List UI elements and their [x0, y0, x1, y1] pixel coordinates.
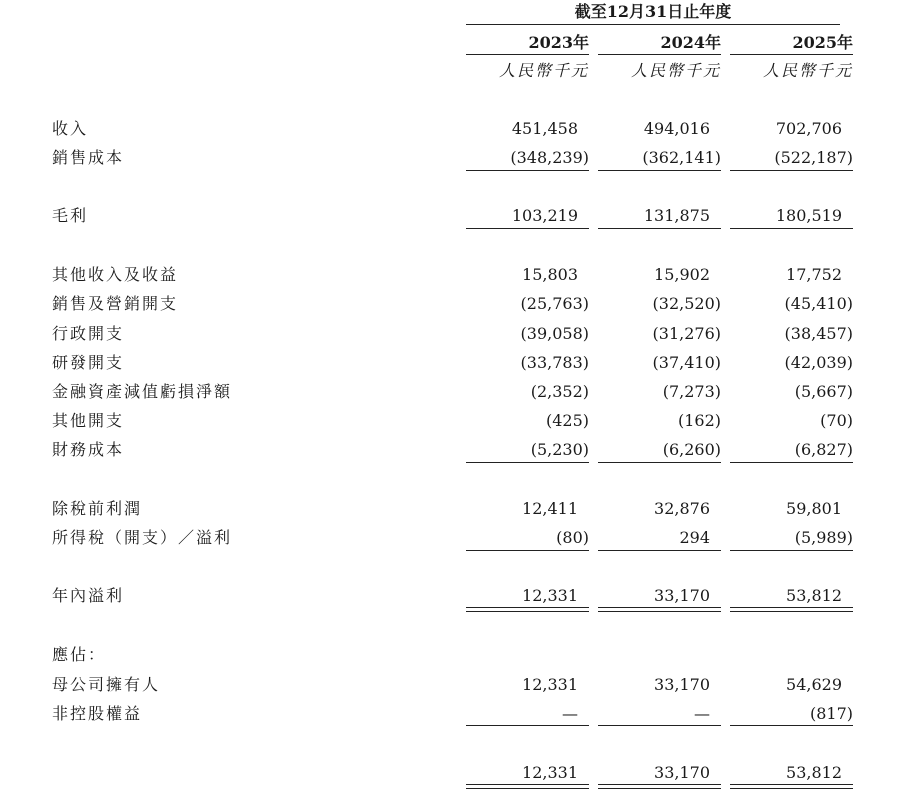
year-rule-2025 [730, 54, 853, 55]
revenue-2025: 702,706 [775, 119, 842, 138]
row-label-gross-profit: 毛利 [52, 206, 89, 225]
selling-marketing-2025: (45,410) [784, 294, 853, 313]
cost-of-sales-2025: (522,187) [774, 148, 853, 167]
total-double-rule [466, 607, 589, 612]
impairment-losses-2024: (7,273) [662, 382, 721, 401]
admin-expenses-2024: (31,276) [652, 324, 721, 343]
row-label-profit-for-year: 年內溢利 [52, 586, 125, 605]
selling-marketing-2023: (25,763) [520, 294, 589, 313]
subtotal-rule [466, 550, 589, 551]
subtotal-rule [730, 170, 853, 171]
profit-before-tax-2024: 32,876 [654, 499, 710, 518]
other-expenses-2025: (70) [820, 411, 853, 430]
profit-for-year-2024: 33,170 [654, 586, 710, 605]
unit-2025: 人民幣千元 [762, 61, 853, 80]
rd-expenses-2024: (37,410) [652, 353, 721, 372]
subtotal-rule [466, 725, 589, 726]
subtotal-rule [598, 170, 721, 171]
other-income-2025: 17,752 [786, 265, 842, 284]
owners-of-parent-2025: 54,629 [786, 675, 842, 694]
row-label-other-expenses: 其他開支 [52, 411, 125, 430]
other-expenses-2023: (425) [545, 411, 589, 430]
subtotal-rule [730, 228, 853, 229]
impairment-losses-2023: (2,352) [530, 382, 589, 401]
other-income-2023: 15,803 [522, 265, 578, 284]
finance-costs-2025: (6,827) [794, 440, 853, 459]
subtotal-rule [730, 462, 853, 463]
profit-before-tax-2023: 12,411 [522, 499, 578, 518]
admin-expenses-2023: (39,058) [520, 324, 589, 343]
subtotal-rule [598, 228, 721, 229]
subtotal-rule [466, 170, 589, 171]
year-2023-header: 2023年 [528, 33, 589, 52]
admin-expenses-2025: (38,457) [784, 324, 853, 343]
profit-for-year-2025: 53,812 [786, 586, 842, 605]
row-label-non-controlling: 非控股權益 [52, 704, 143, 723]
year-rule-2024 [598, 54, 721, 55]
row-label-revenue: 收入 [52, 119, 89, 138]
subtotal-rule [598, 725, 721, 726]
row-label-attributable-to: 應佔： [52, 645, 107, 664]
total-double-rule [598, 784, 721, 789]
subtotal-rule [598, 462, 721, 463]
finance-costs-2024: (6,260) [662, 440, 721, 459]
row-label-finance-costs: 財務成本 [52, 440, 125, 459]
profit-for-year-2023: 12,331 [522, 586, 578, 605]
row-label-impairment-losses: 金融資產減值虧損淨額 [52, 382, 233, 401]
subtotal-rule [466, 462, 589, 463]
rd-expenses-2023: (33,783) [520, 353, 589, 372]
total-double-rule [466, 784, 589, 789]
row-label-income-tax: 所得稅（開支）／溢利 [52, 528, 233, 547]
row-label-profit-before-tax: 除稅前利潤 [52, 499, 143, 518]
row-label-rd-expenses: 研發開支 [52, 353, 125, 372]
other-expenses-2024: (162) [677, 411, 721, 430]
total-double-rule [598, 607, 721, 612]
revenue-2024: 494,016 [643, 119, 710, 138]
total-double-rule [730, 607, 853, 612]
gross-profit-2023: 103,219 [511, 206, 578, 225]
year-rule-2023 [466, 54, 589, 55]
non-controlling-2023: — [562, 704, 578, 723]
subtotal-rule [466, 228, 589, 229]
owners-of-parent-2023: 12,331 [522, 675, 578, 694]
year-2025-header: 2025年 [792, 33, 853, 52]
revenue-2023: 451,458 [511, 119, 578, 138]
attributable-total-2023: 12,331 [522, 763, 578, 782]
income-tax-2025: (5,989) [794, 528, 853, 547]
non-controlling-2025: (817) [809, 704, 853, 723]
row-label-cost-of-sales: 銷售成本 [52, 148, 125, 167]
profit-before-tax-2025: 59,801 [786, 499, 842, 518]
selling-marketing-2024: (32,520) [652, 294, 721, 313]
unit-2023: 人民幣千元 [498, 61, 589, 80]
row-label-other-income: 其他收入及收益 [52, 265, 179, 284]
attributable-total-2024: 33,170 [654, 763, 710, 782]
attributable-total-2025: 53,812 [786, 763, 842, 782]
total-double-rule [730, 784, 853, 789]
rd-expenses-2025: (42,039) [784, 353, 853, 372]
gross-profit-2025: 180,519 [775, 206, 842, 225]
subtotal-rule [598, 550, 721, 551]
owners-of-parent-2024: 33,170 [654, 675, 710, 694]
subtotal-rule [730, 725, 853, 726]
gross-profit-2024: 131,875 [643, 206, 710, 225]
cost-of-sales-2024: (362,141) [642, 148, 721, 167]
non-controlling-2024: — [694, 704, 710, 723]
income-tax-2024: 294 [679, 528, 710, 547]
period-title: 截至12月31日止年度 [574, 2, 732, 21]
income-tax-2023: (80) [556, 528, 589, 547]
header-rule [466, 24, 840, 25]
finance-costs-2023: (5,230) [530, 440, 589, 459]
unit-2024: 人民幣千元 [630, 61, 721, 80]
row-label-admin-expenses: 行政開支 [52, 324, 125, 343]
cost-of-sales-2023: (348,239) [510, 148, 589, 167]
other-income-2024: 15,902 [654, 265, 710, 284]
subtotal-rule [730, 550, 853, 551]
impairment-losses-2025: (5,667) [794, 382, 853, 401]
row-label-owners-of-parent: 母公司擁有人 [52, 675, 161, 694]
row-label-selling-marketing: 銷售及營銷開支 [52, 294, 179, 313]
year-2024-header: 2024年 [660, 33, 721, 52]
